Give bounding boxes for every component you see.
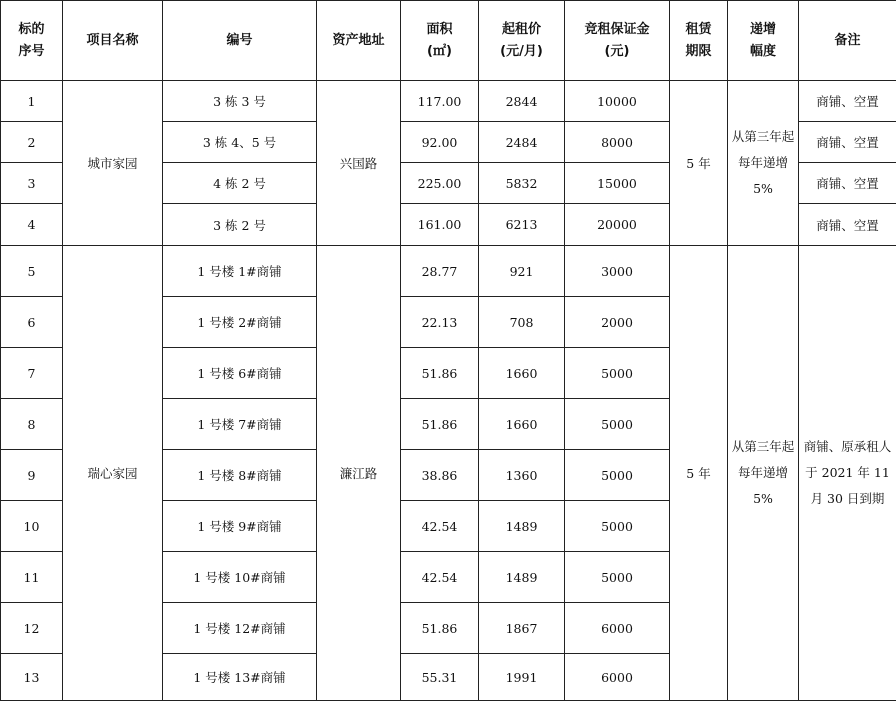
cell-area: 51.86 — [401, 348, 479, 399]
header-row — [1, 1, 896, 81]
cell-remark: 商铺、原承租人于 2021 年 11 月 30 日到期 — [799, 246, 896, 701]
cell-area: 42.54 — [401, 501, 479, 552]
cell-deposit: 5000 — [565, 348, 670, 399]
cell-deposit: 15000 — [565, 163, 670, 204]
cell-area: 225.00 — [401, 163, 479, 204]
cell-seq: 12 — [1, 603, 63, 654]
header-remark: 备注 — [799, 1, 896, 81]
cell-deposit: 6000 — [565, 654, 670, 701]
cell-rent: 5832 — [479, 163, 565, 204]
cell-rent: 1489 — [479, 501, 565, 552]
cell-deposit: 20000 — [565, 204, 670, 246]
header-code: 编号 — [163, 1, 317, 81]
cell-seq: 13 — [1, 654, 63, 701]
cell-project: 城市家园 — [63, 81, 163, 246]
cell-address: 濂江路 — [317, 246, 401, 701]
cell-deposit: 6000 — [565, 603, 670, 654]
cell-address: 兴国路 — [317, 81, 401, 246]
header-rent: 起租价 (元/月) — [479, 1, 565, 81]
table-row — [1, 81, 896, 122]
cell-code: 1 号楼 9#商铺 — [163, 501, 317, 552]
cell-rent: 1660 — [479, 399, 565, 450]
cell-code: 3 栋 3 号 — [163, 81, 317, 122]
header-deposit: 竞租保证金 (元) — [565, 1, 670, 81]
cell-remark: 商铺、空置 — [799, 204, 896, 246]
cell-code: 1 号楼 6#商铺 — [163, 348, 317, 399]
cell-area: 161.00 — [401, 204, 479, 246]
cell-deposit: 2000 — [565, 297, 670, 348]
cell-seq: 3 — [1, 163, 63, 204]
cell-deposit: 5000 — [565, 399, 670, 450]
cell-deposit: 5000 — [565, 552, 670, 603]
cell-remark: 商铺、空置 — [799, 81, 896, 122]
cell-rent: 2844 — [479, 81, 565, 122]
cell-rent: 1360 — [479, 450, 565, 501]
cell-rent: 1991 — [479, 654, 565, 701]
cell-seq: 11 — [1, 552, 63, 603]
cell-project: 瑞心家园 — [63, 246, 163, 701]
cell-seq: 7 — [1, 348, 63, 399]
cell-area: 55.31 — [401, 654, 479, 701]
cell-rent: 708 — [479, 297, 565, 348]
cell-deposit: 3000 — [565, 246, 670, 297]
cell-rent: 1867 — [479, 603, 565, 654]
cell-seq: 8 — [1, 399, 63, 450]
cell-area: 22.13 — [401, 297, 479, 348]
cell-area: 51.86 — [401, 399, 479, 450]
cell-rent: 921 — [479, 246, 565, 297]
cell-rent: 1660 — [479, 348, 565, 399]
cell-code: 3 栋 2 号 — [163, 204, 317, 246]
cell-seq: 5 — [1, 246, 63, 297]
header-project: 项目名称 — [63, 1, 163, 81]
cell-code: 1 号楼 7#商铺 — [163, 399, 317, 450]
cell-increase: 从第三年起每年递增5% — [728, 246, 799, 701]
cell-area: 38.86 — [401, 450, 479, 501]
cell-code: 1 号楼 2#商铺 — [163, 297, 317, 348]
cell-seq: 2 — [1, 122, 63, 163]
cell-increase: 从第三年起每年递增5% — [728, 81, 799, 246]
cell-code: 1 号楼 8#商铺 — [163, 450, 317, 501]
cell-remark: 商铺、空置 — [799, 163, 896, 204]
cell-rent: 2484 — [479, 122, 565, 163]
header-increase: 递增 幅度 — [728, 1, 799, 81]
cell-area: 42.54 — [401, 552, 479, 603]
cell-deposit: 10000 — [565, 81, 670, 122]
header-term: 租赁 期限 — [670, 1, 728, 81]
cell-term: 5 年 — [670, 81, 728, 246]
cell-rent: 1489 — [479, 552, 565, 603]
header-seq: 标的 序号 — [1, 1, 63, 81]
cell-rent: 6213 — [479, 204, 565, 246]
cell-code: 3 栋 4、5 号 — [163, 122, 317, 163]
cell-term: 5 年 — [670, 246, 728, 701]
cell-code: 1 号楼 13#商铺 — [163, 654, 317, 701]
cell-area: 117.00 — [401, 81, 479, 122]
cell-seq: 6 — [1, 297, 63, 348]
cell-area: 28.77 — [401, 246, 479, 297]
cell-deposit: 8000 — [565, 122, 670, 163]
cell-seq: 10 — [1, 501, 63, 552]
cell-remark: 商铺、空置 — [799, 122, 896, 163]
cell-area: 92.00 — [401, 122, 479, 163]
cell-deposit: 5000 — [565, 450, 670, 501]
cell-code: 1 号楼 10#商铺 — [163, 552, 317, 603]
cell-deposit: 5000 — [565, 501, 670, 552]
cell-code: 1 号楼 1#商铺 — [163, 246, 317, 297]
header-area: 面积 (㎡) — [401, 1, 479, 81]
header-address: 资产地址 — [317, 1, 401, 81]
cell-code: 4 栋 2 号 — [163, 163, 317, 204]
cell-seq: 4 — [1, 204, 63, 246]
table-row — [1, 246, 896, 297]
cell-seq: 9 — [1, 450, 63, 501]
cell-seq: 1 — [1, 81, 63, 122]
cell-code: 1 号楼 12#商铺 — [163, 603, 317, 654]
cell-area: 51.86 — [401, 603, 479, 654]
